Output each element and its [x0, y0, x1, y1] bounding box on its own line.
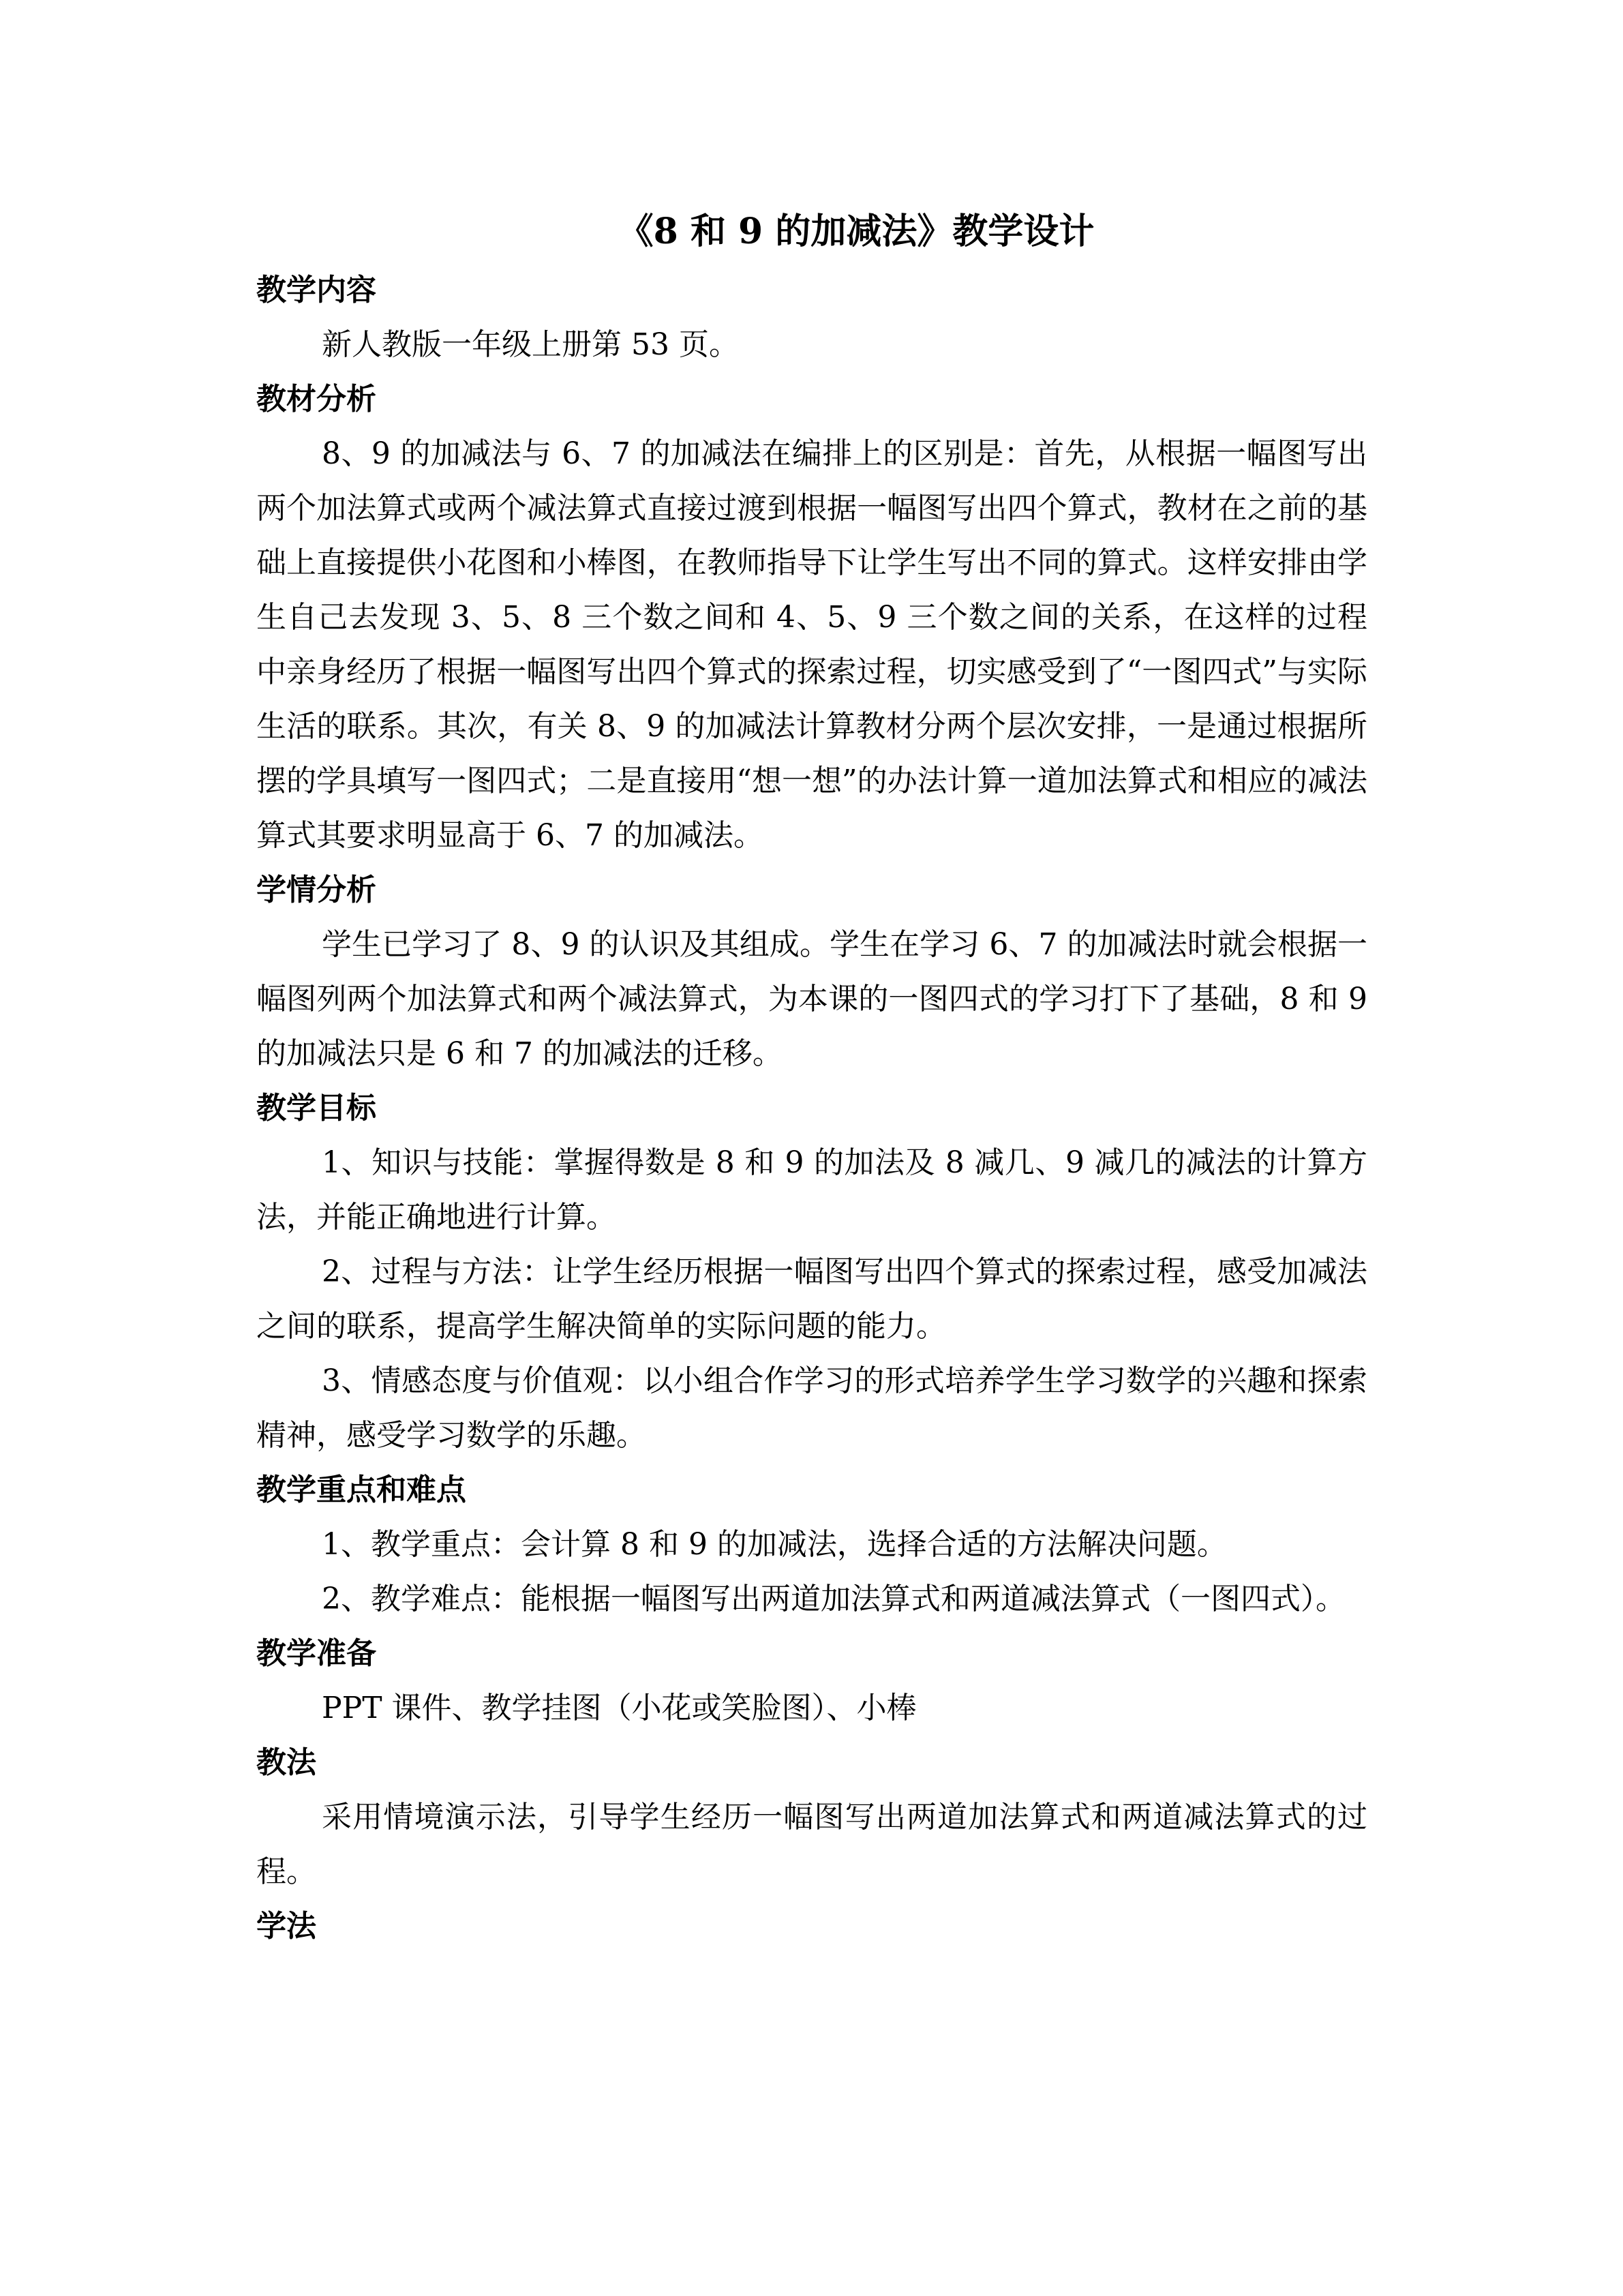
- paragraph: 采用情境演示法，引导学生经历一幅图写出两道加法算式和两道减法算式的过程。: [256, 1800, 1367, 1889]
- section-learning-method: [256, 1899, 1367, 1954]
- paragraph: 新人教版一年级上册第 53 页。: [322, 327, 739, 362]
- section-heading: 教材分析: [256, 382, 376, 417]
- section-heading: 教法: [256, 1745, 316, 1780]
- section-heading: 教学目标: [256, 1091, 376, 1126]
- section-teaching-goals: [256, 1081, 1367, 1463]
- section-heading: 学情分析: [256, 873, 376, 907]
- paragraph: 3、情感态度与价值观：以小组合作学习的形式培养学生学习数学的兴趣和探索精神，感受学习数学的乐趣。: [256, 1363, 1367, 1453]
- section-heading: 教学准备: [256, 1636, 376, 1671]
- paragraph: 1、教学重点：会计算 8 和 9 的加减法，选择合适的方法解决问题。: [322, 1527, 1227, 1562]
- section-teaching-method: [256, 1736, 1367, 1899]
- section-student-analysis: [256, 863, 1367, 1081]
- section-heading: 教学内容: [256, 273, 376, 307]
- section-heading: 教学重点和难点: [256, 1472, 466, 1507]
- section-preparation: [256, 1627, 1367, 1736]
- paragraph: 1、知识与技能：掌握得数是 8 和 9 的加法及 8 减几、9 减几的减法的计算方法，并能正确地进行计算。: [256, 1145, 1367, 1235]
- document-title: 《8 和 9 的加减法》教学设计: [618, 211, 1095, 252]
- paragraph: PPT 课件、教学挂图（小花或笑脸图）、小棒: [322, 1691, 917, 1725]
- paragraph: 学生已学习了 8、9 的认识及其组成。学生在学习 6、7 的加减法时就会根据一幅图列两个加法算式和两个减法算式，为本课的一图四式的学习打下了基础，8 和 9 的加减法只是 6 和 7 的加减法的迁移。: [256, 927, 1367, 1071]
- section-teaching-content: [256, 263, 1367, 372]
- section-heading: 学法: [256, 1909, 316, 1944]
- section-material-analysis: [256, 372, 1367, 863]
- paragraph: 2、教学难点：能根据一幅图写出两道加法算式和两道减法算式（一图四式）。: [322, 1582, 1346, 1616]
- document-page: [256, 205, 1367, 1954]
- section-key-points: [256, 1463, 1367, 1627]
- paragraph: 2、过程与方法：让学生经历根据一幅图写出四个算式的探索过程，感受加减法之间的联系，提高学生解决简单的实际问题的能力。: [256, 1254, 1367, 1344]
- paragraph: 8、9 的加减法与 6、7 的加减法在编排上的区别是：首先，从根据一幅图写出两个加法算式或两个减法算式直接过渡到根据一幅图写出四个算式，教材在之前的基础上直接提供小花图和小棒图，在教师指导下让学生写出不同的算式。这样安排由学生自己去发现 3、5、8 三个数之间和 4、5、9 三个数之间的关系，在这样的过程中亲身经历了根据一幅图写出四个算式的探索过程，切实感受到了“一图四式”与实际生活的联系。其次，有关 8、9 的加减法计算教材分两个层次安排，一是通过根据所摆的学具填写一图四式；二是直接用“想一想”的办法计算一道加法算式和相应的减法算式其要求明显高于 6、7 的加减法。: [256, 436, 1367, 853]
